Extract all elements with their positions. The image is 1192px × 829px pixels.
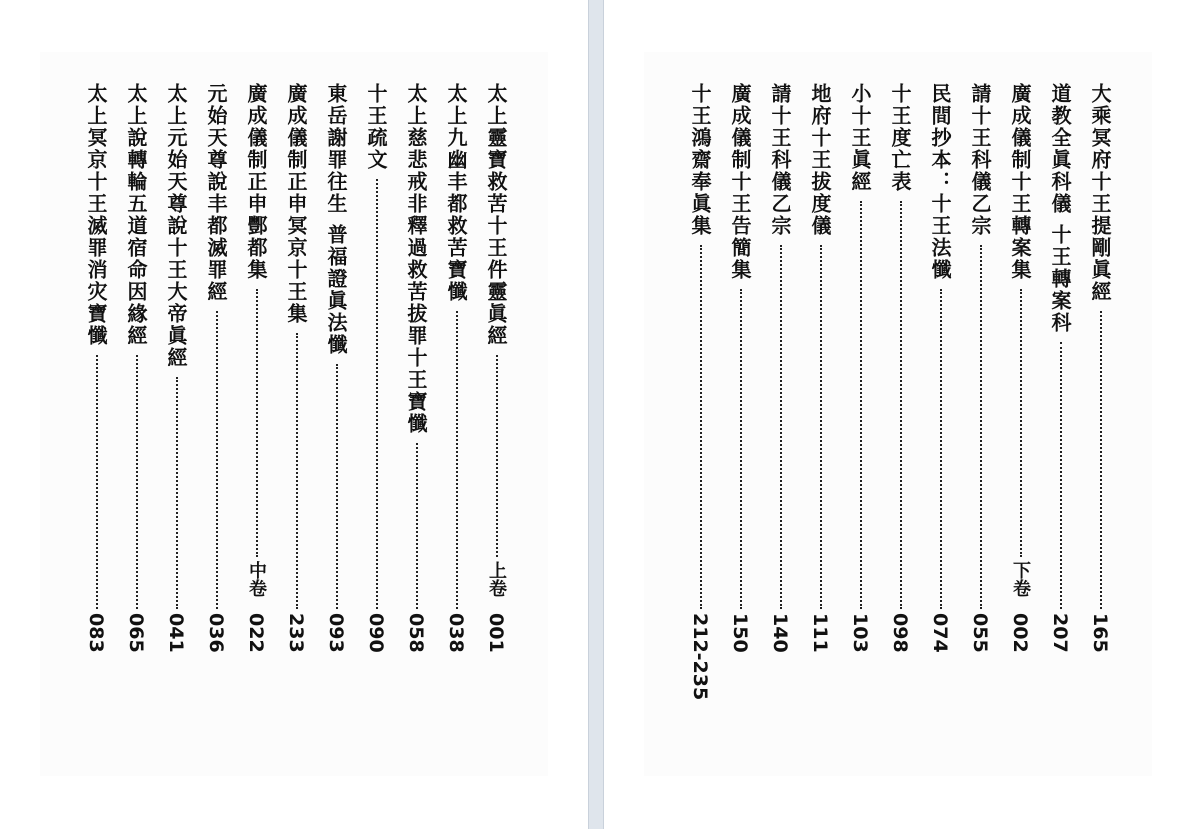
left-page bbox=[0, 0, 588, 829]
toc-leader-dots bbox=[256, 289, 258, 557]
toc-leader-dots bbox=[1100, 311, 1102, 609]
toc-entry bbox=[480, 83, 512, 663]
toc-entry-title: 東岳謝罪往生 普福證眞法懺 bbox=[324, 83, 348, 356]
toc-entry-title: 廣成儀制十王告簡集 bbox=[728, 83, 752, 281]
toc-entry bbox=[844, 83, 876, 663]
toc-page-number: 212-235 bbox=[689, 613, 711, 701]
toc-leader-dots bbox=[96, 355, 98, 609]
toc-entry-title: 太上靈寶救苦十王件靈眞經 bbox=[484, 83, 508, 347]
toc-entry bbox=[964, 83, 996, 663]
toc-leader-dots bbox=[456, 311, 458, 609]
toc-leader-dots bbox=[416, 443, 418, 609]
toc-entry-title: 廣成儀制正申冥京十王集 bbox=[284, 83, 308, 325]
toc-leader-dots bbox=[940, 289, 942, 609]
toc-entry-title: 大乘冥府十王提剛眞經 bbox=[1088, 83, 1112, 303]
toc-entry bbox=[280, 83, 312, 663]
toc-leader-dots bbox=[700, 245, 702, 609]
toc-entry bbox=[684, 83, 716, 701]
toc-page-number: 002 bbox=[1009, 613, 1031, 653]
toc-entry bbox=[240, 83, 272, 663]
toc-leader-dots bbox=[176, 377, 178, 609]
toc-leader-dots bbox=[900, 201, 902, 609]
page-gutter bbox=[588, 0, 604, 829]
toc-entry bbox=[120, 83, 152, 663]
toc-entry-title: 廣成儀制十王轉案集 bbox=[1008, 83, 1032, 281]
toc-entry bbox=[764, 83, 796, 663]
toc-entry bbox=[80, 83, 112, 663]
toc-page-number: 093 bbox=[325, 613, 347, 653]
toc-leader-dots bbox=[376, 179, 378, 609]
toc-entry-title: 太上元始天尊說十王大帝眞經 bbox=[164, 83, 188, 369]
toc-entry-title: 元始天尊說丰都滅罪經 bbox=[204, 83, 228, 303]
toc-entry bbox=[884, 83, 916, 663]
toc-leader-dots bbox=[336, 364, 338, 609]
toc-page-number: 038 bbox=[445, 613, 467, 653]
toc-leader-dots bbox=[740, 289, 742, 609]
toc-entry-title: 民間抄本：十王法懺 bbox=[928, 83, 952, 281]
toc-leader-dots bbox=[216, 311, 218, 609]
toc-entry-title: 十王疏文 bbox=[364, 83, 388, 171]
toc-leader-dots bbox=[136, 355, 138, 609]
toc-entry bbox=[160, 83, 192, 663]
toc-leader-dots bbox=[780, 245, 782, 609]
toc-entry-title: 太上說轉輪五道宿命因緣經 bbox=[124, 83, 148, 347]
toc-volume-label: 中卷 bbox=[246, 561, 267, 597]
toc-page-number: 165 bbox=[1089, 613, 1111, 653]
toc-entry-title: 地府十王拔度儀 bbox=[808, 83, 832, 237]
toc-entry-title: 請十王科儀乙宗 bbox=[768, 83, 792, 237]
toc-leader-dots bbox=[980, 245, 982, 609]
toc-entry bbox=[320, 83, 352, 663]
toc-entry-title: 太上九幽丰都救苦寶懺 bbox=[444, 83, 468, 303]
toc-entry-title: 道教全眞科儀 十王轉案科 bbox=[1048, 83, 1072, 334]
toc-entry-title: 太上冥京十王滅罪消灾寶懺 bbox=[84, 83, 108, 347]
toc-entry bbox=[804, 83, 836, 663]
toc-entry bbox=[1044, 83, 1076, 663]
toc-page-number: 001 bbox=[485, 613, 507, 653]
toc-leader-dots bbox=[820, 245, 822, 609]
toc-entry bbox=[724, 83, 756, 663]
toc-entry bbox=[200, 83, 232, 663]
toc-leader-dots bbox=[860, 201, 862, 609]
toc-page-number: 058 bbox=[405, 613, 427, 653]
toc-page-number: 041 bbox=[165, 613, 187, 653]
toc-volume-label: 下卷 bbox=[1010, 561, 1031, 597]
toc-entry bbox=[440, 83, 472, 663]
toc-entry-title: 十王鴻齋奉眞集 bbox=[688, 83, 712, 237]
toc-page-number: 207 bbox=[1049, 613, 1071, 653]
toc-leader-dots bbox=[1060, 342, 1062, 609]
toc-page-number: 233 bbox=[285, 613, 307, 653]
toc-page-number: 150 bbox=[729, 613, 751, 653]
right-page bbox=[604, 0, 1192, 829]
toc-page-number: 055 bbox=[969, 613, 991, 653]
toc-entry bbox=[1004, 83, 1036, 663]
toc-page-number: 022 bbox=[245, 613, 267, 653]
toc-page-number: 090 bbox=[365, 613, 387, 653]
toc-entry bbox=[360, 83, 392, 663]
toc-page-number: 083 bbox=[85, 613, 107, 653]
toc-page-number: 065 bbox=[125, 613, 147, 653]
toc-leader-dots bbox=[1020, 289, 1022, 557]
toc-leader-dots bbox=[496, 355, 498, 557]
toc-entry bbox=[924, 83, 956, 663]
toc-leader-dots bbox=[296, 333, 298, 609]
toc-entry-title: 太上慈悲戒非釋過救苦拔罪十王寶懺 bbox=[404, 83, 428, 435]
toc-entry bbox=[1084, 83, 1116, 663]
toc-entry-title: 請十王科儀乙宗 bbox=[968, 83, 992, 237]
toc-page-number: 111 bbox=[809, 613, 831, 653]
toc-entry bbox=[400, 83, 432, 663]
toc-entry-title: 十王度亡表 bbox=[888, 83, 912, 193]
toc-page-number: 074 bbox=[929, 613, 951, 653]
toc-page-number: 103 bbox=[849, 613, 871, 653]
toc-page-number: 140 bbox=[769, 613, 791, 653]
toc-page-number: 036 bbox=[205, 613, 227, 653]
toc-entry-title: 小十王眞經 bbox=[848, 83, 872, 193]
toc-page-number: 098 bbox=[889, 613, 911, 653]
toc-entry-title: 廣成儀制正申酆都集 bbox=[244, 83, 268, 281]
toc-volume-label: 上卷 bbox=[486, 561, 507, 597]
